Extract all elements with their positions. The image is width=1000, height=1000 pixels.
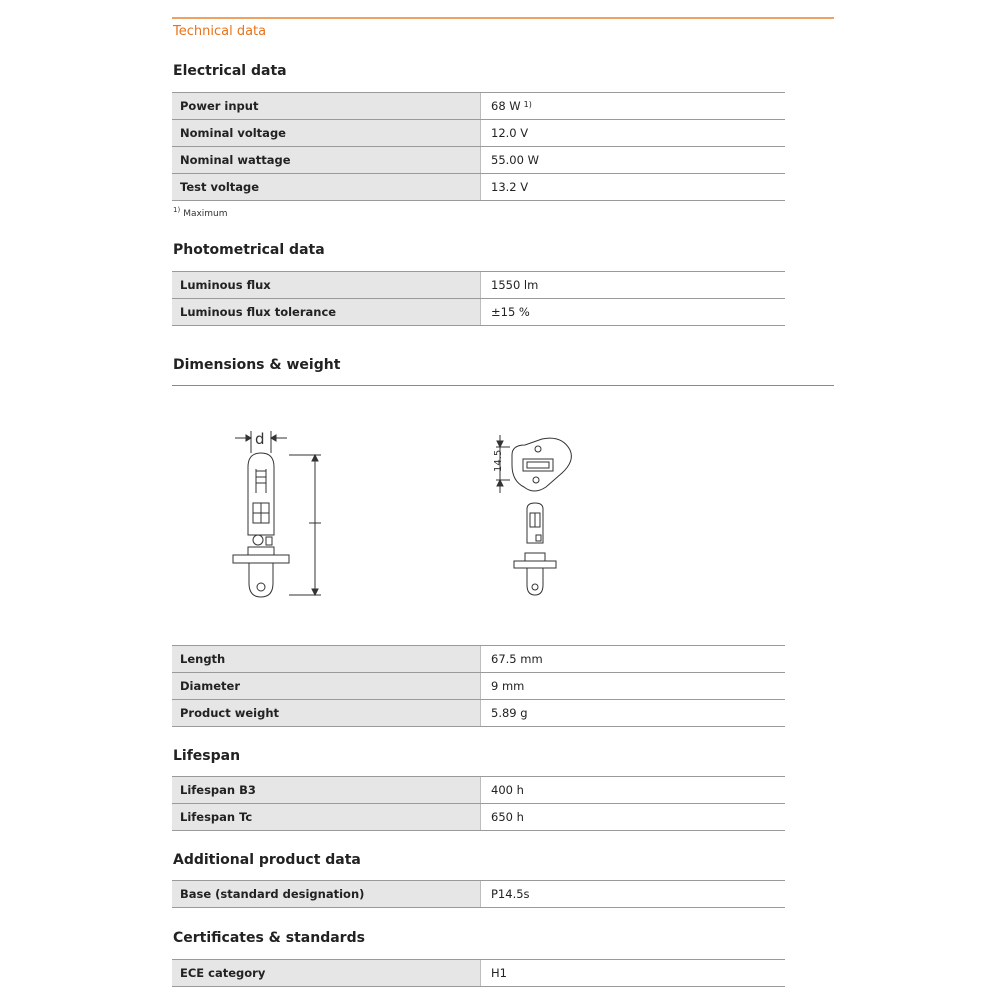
- row-value: 5.89 g: [480, 700, 785, 726]
- table-row: [172, 120, 785, 147]
- footnote-text: Maximum: [183, 209, 228, 219]
- row-label: Luminous flux tolerance: [172, 299, 480, 325]
- certificates-section-title: Certificates & standards: [173, 930, 365, 946]
- table-row: [172, 174, 785, 201]
- certificates-table: [172, 959, 785, 987]
- base-hole: [535, 446, 541, 452]
- dimensions-table: [172, 645, 785, 727]
- table-row: [172, 804, 785, 831]
- footnote-mark: 1): [173, 206, 181, 214]
- row-value: 9 mm: [480, 673, 785, 699]
- base-hole: [533, 477, 539, 483]
- lifespan-section-title: Lifespan: [173, 748, 241, 764]
- row-label: Nominal wattage: [172, 147, 480, 173]
- table-row: [172, 673, 785, 700]
- filament-leads: [256, 469, 266, 493]
- row-value: 400 h: [480, 777, 785, 803]
- internal-contact: [253, 535, 263, 545]
- row-label: Diameter: [172, 673, 480, 699]
- row-value-cell: [480, 93, 785, 119]
- header-accent-line: [172, 17, 834, 19]
- row-value: P14.5s: [480, 881, 785, 907]
- base-plug: [249, 563, 273, 597]
- table-row: [172, 93, 785, 120]
- row-value: 1550 lm: [480, 272, 785, 298]
- table-row: [172, 272, 785, 299]
- electrical-table: [172, 92, 785, 201]
- table-row: [172, 960, 785, 987]
- table-row: [172, 881, 785, 908]
- row-label: Product weight: [172, 700, 480, 726]
- row-value: 68 W: [491, 99, 521, 113]
- photometrical-table: [172, 271, 785, 326]
- arrowhead: [312, 455, 318, 461]
- row-label: Power input: [172, 93, 480, 119]
- row-value: H1: [480, 960, 785, 986]
- row-value: 55.00 W: [480, 147, 785, 173]
- small-base-flange: [514, 561, 556, 568]
- row-label: Lifespan B3: [172, 777, 480, 803]
- table-row: [172, 777, 785, 804]
- additional-table: [172, 880, 785, 908]
- row-label: Lifespan Tc: [172, 804, 480, 830]
- base-flange: [233, 555, 289, 563]
- small-base-plug: [527, 568, 543, 595]
- arrowhead: [246, 435, 251, 441]
- row-label: Base (standard designation): [172, 881, 480, 907]
- header-title: Technical data: [173, 24, 267, 39]
- table-row: [172, 299, 785, 326]
- section-divider: [172, 385, 834, 386]
- filament-coil: [256, 471, 266, 483]
- arrowhead: [271, 435, 276, 441]
- base-contact: [257, 583, 265, 591]
- small-base-contact: [532, 584, 538, 590]
- row-value: ±15 %: [480, 299, 785, 325]
- dimensions-section-title: Dimensions & weight: [173, 357, 341, 373]
- row-label: ECE category: [172, 960, 480, 986]
- footnote-reference: 1): [523, 99, 532, 109]
- base-outline: [512, 438, 571, 491]
- table-row: [172, 700, 785, 727]
- bulb-base-view-drawing: [490, 425, 580, 605]
- photometrical-section-title: Photometrical data: [173, 242, 325, 258]
- additional-section-title: Additional product data: [173, 852, 361, 868]
- row-label: Luminous flux: [172, 272, 480, 298]
- arrowhead: [312, 589, 318, 595]
- table-row: [172, 147, 785, 174]
- footnote: [173, 206, 228, 219]
- row-value: 13.2 V: [480, 174, 785, 200]
- row-value: 650 h: [480, 804, 785, 830]
- lifespan-table: [172, 776, 785, 831]
- row-label: Length: [172, 646, 480, 672]
- row-label: Test voltage: [172, 174, 480, 200]
- electrical-section-title: Electrical data: [173, 63, 287, 79]
- row-value: 12.0 V: [480, 120, 785, 146]
- base-height-label: 14.5: [493, 449, 504, 472]
- arrowhead: [497, 480, 503, 486]
- arrowhead: [497, 441, 503, 447]
- row-label: Nominal voltage: [172, 120, 480, 146]
- bulb-side-view-drawing: [225, 425, 335, 605]
- diameter-label: d: [255, 430, 265, 448]
- table-row: [172, 646, 785, 673]
- row-value: 67.5 mm: [480, 646, 785, 672]
